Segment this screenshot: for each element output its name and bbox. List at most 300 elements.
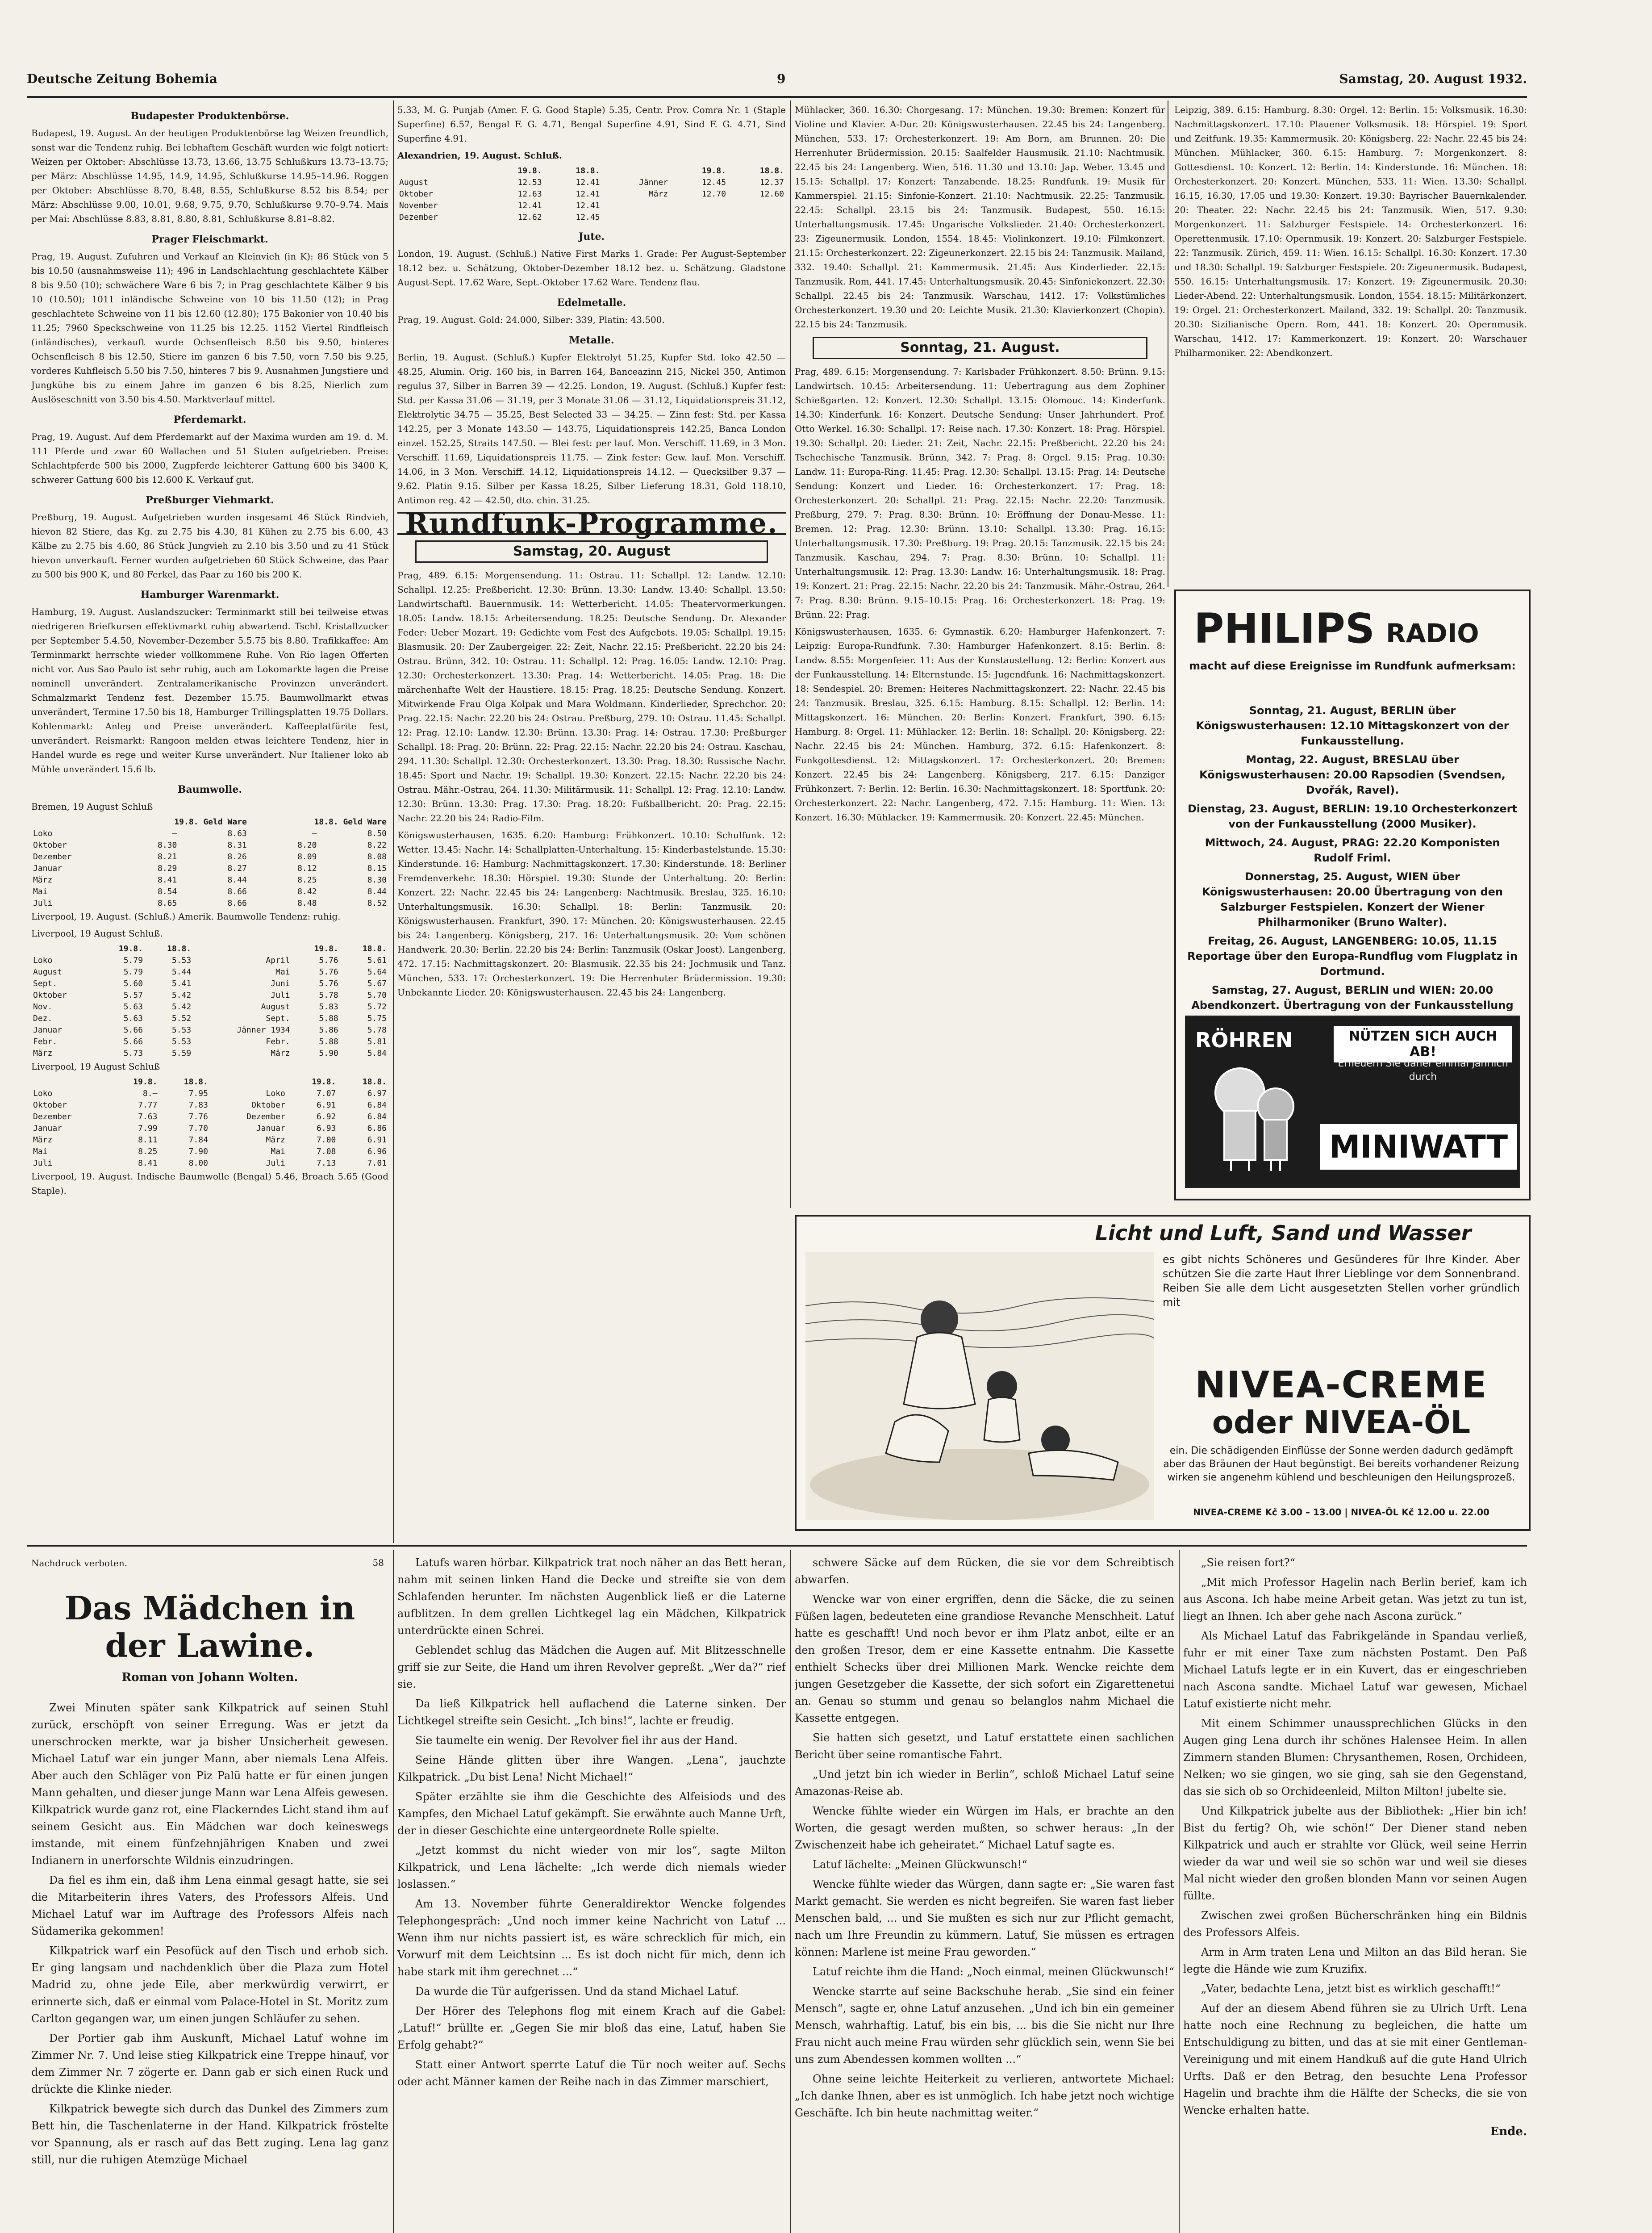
paragraph: „Vater, bedachte Lena, jetzt bist es wirklich geschafft!“ bbox=[1201, 1982, 1501, 1995]
table-cell: 12.41 bbox=[517, 201, 542, 210]
table-row bbox=[397, 188, 786, 200]
liverpool-line: Liverpool, 19. August. (Schluß.) Amerik. Baumwolle Tendenz: ruhig. bbox=[31, 911, 341, 922]
table-cell: 6.84 bbox=[367, 1112, 387, 1121]
table-cell: 12.37 bbox=[759, 178, 784, 187]
table-row bbox=[31, 1146, 388, 1158]
prager-fleischmarkt-heading: Prager Fleischmarkt. bbox=[151, 234, 268, 245]
radio-program-saturday-germany: Königswusterhausen, 1635. 6.20: Hamburg: Frühkonzert. 10.10: Schulfunk. 12: Wetter. 13.45: Nachr. 14: Schallplatten-Unterhaltung. 15: Kinderbastelstunde. 15.30: Kinderstunde. 16: Hamburg: Nachmittagskonzert. 17.30: Kinderstunde. 18: Berliner Fremdenverkehr. 18.30: Hörspiel. 19.30: Stunde der Unterhaltung. 20: Berlin: Konzert. 22: Nachr. 22.45 bis 24: Langenberg: Nachtmusik. Breslau, 325. 16.10: Unterhaltungsmusik. 16.30: Schallpl. 18: Berlin: Tanzmusik. 20: Königswusterhausen. Frankfurt, 390. 17: München. 20: Königswusterhausen. 22.45 bis 24: Langenberg. Königsberg, 217. 16: Unterhaltungsmusik. 20: Vom schönen Handwerk. 20.30: Berlin. 22.20 bis 24: Berlin: Tanzmusik (Oskar Joost). Langenberg, 472. 17.15: Nachmittagskonzert. 20: Blasmusik. 22.35 bis 24: Jochmusik und Tanz. München, 533. 17: Orchesterkonzert. 19: Die Herrenhuter Brüdermission. 19.30: Unbekannte Lieder. 20: Königswusterhausen. 22.45 bis 24: Langenberg. bbox=[397, 830, 786, 998]
table-cell: 8.66 bbox=[227, 887, 247, 896]
table-cell: 5.70 bbox=[367, 991, 387, 1000]
table-cell: 6.86 bbox=[367, 1124, 387, 1133]
radio-program-sunday: Prag, 489. 6.15: Morgensendung. 7: Karlsbader Frühkonzert. 8.50: Brünn. 9.15: Landwirtsch. 10.45: Arbeitersendung. 11: Uebertragung aus dem Zophiner Schießgarten. 12: Konzert. 12.30: Schallpl. 13.15: Olomouc. 14: Kinderfunk. 14.30: Kinderfunk. 16: Konzert. Deutsche Sendung: Unser Jahrhundert. Prof. Otto Werkel. 16.30: Schallpl. 17: Reise nach. 17.30: Konzert. 18: Prag. Hörspiel. 19.30: Schallpl. 20: Lieder. 21: Zeit, Nachr. 22.15: Preßbericht. 22.20 bis 24: Tschechische Tanzmusik. Brünn, 342. 7: Prag. 8: Orgel. 9.15: Prag. 10.30: Landw. 11: Europa-Ring. 11.45: Prag. 12.30: Schallpl. 13.15: Prag. 14: Deutsche Sendung: Konzert und Lieder. 16: Orchesterkonzert. 17: Prag. 18: Orchesterkonzert. 20: Schallpl. 21: Prag. 22.15: Nachr. 22.20: Tanzmusik. Preßburg, 279. 7: Prag. 8.30: Brünn. 10: Eröffnung der Donau-Messe. 11: Bremen. 12: Prag. 12.30: Brünn. 13.10: Schallpl. 13.30: Prag. 16.15: Unterhaltungsmusik. 17.30: Preßburg. 19: Prag. 20.15: Tanzmusik. 22.15 bis 24: Tanzmusik. Kaschau, 294. 7: Prag. 8.30: Brünn. 10: Schallpl. 11: Unterhaltungsmusik. 12: Prag. 13.30: Landw. 16: Unterhaltungsmusik. 18: Prag. 19: Konzert. 21: Prag. 22.15: Nachr. 22.20 bis 24: Tanzmusik. Mähr.-Ostrau, 264. 7: Prag. 8.30: Brünn. 9.15–10.15: Prag. 16: Orchesterkonzert. 18: Prag. 19: Brünn. 22: Prag. bbox=[795, 366, 1165, 620]
table-row bbox=[31, 1134, 388, 1146]
table-header: 18.8. bbox=[576, 166, 600, 176]
table-header bbox=[397, 165, 486, 177]
paragraph: Ohne seine leichte Heiterkeit zu verlieren, antwortete Michael: „Ich danke Ihnen, aber es ist unmöglich. Ich habe jetzt noch wichtige Geschäfte. Ich bin heute nachmittag weiter.“ bbox=[795, 2073, 1174, 2119]
table-row bbox=[31, 1025, 388, 1036]
table-cell: 7.01 bbox=[367, 1158, 387, 1168]
table-cell: 5.76 bbox=[319, 979, 338, 988]
table-cell: Januar bbox=[256, 1124, 285, 1133]
table-cell: Jänner bbox=[639, 178, 668, 187]
table-header bbox=[602, 165, 670, 177]
header-rule bbox=[27, 96, 1527, 98]
table-cell: 5.73 bbox=[123, 1049, 143, 1058]
beach-children-illustration bbox=[805, 1252, 1154, 1520]
table-cell: Dezember bbox=[399, 213, 438, 222]
newspaper-name: Deutsche Zeitung Bohemia bbox=[27, 71, 217, 86]
novel-end-mark: Ende. bbox=[1490, 2125, 1527, 2138]
nivea-body-text: es gibt nichts Schöneres und Gesünderes für Ihre Kinder. Aber schützen Sie die zarte Haut Ihrer Lieblinge vor dem Sonnenbrand. Reiben Sie alle dem Licht ausgesetzten Stellen vorher gründlich mit bbox=[1163, 1253, 1520, 1309]
market-column-2 bbox=[397, 103, 786, 1541]
radio-column-4 bbox=[1174, 103, 1527, 581]
roehren-label: RÖHREN bbox=[1195, 1028, 1293, 1052]
liverpool-table-2 bbox=[31, 1076, 388, 1169]
table-cell: 8.63 bbox=[227, 829, 247, 838]
paragraph: Am 13. November führte Generaldirektor Wencke folgendes Telephongespräch: „Und noch immer keine Nachricht von Latuf ... Wenn ihm nur nichts passiert ist, es wäre schrecklich für mich, ein Vorwurf mit dem Leichtsinn ... Es ist doch nicht für mich, denn ich habe stark mit ihm gerechnet ...“ bbox=[397, 1898, 786, 1978]
table-cell: 8.50 bbox=[367, 829, 387, 838]
table-cell: 5.53 bbox=[171, 1025, 192, 1035]
miniwatt-logo: MINIWATT bbox=[1320, 1124, 1517, 1170]
table-cell: 6.92 bbox=[317, 1112, 336, 1121]
table-header: 19.8. bbox=[133, 1077, 158, 1087]
paragraph: „Und jetzt bin ich wieder in Berlin“, schloß Michael Latuf seine Amazonas-Reise ab. bbox=[795, 1768, 1174, 1798]
table-cell: Oktober bbox=[33, 991, 67, 1000]
metalle-heading: Metalle. bbox=[569, 335, 614, 346]
table-row bbox=[31, 828, 388, 840]
table-cell: Juli bbox=[271, 991, 290, 1000]
table-cell: Mai bbox=[33, 1147, 48, 1156]
table-cell: März bbox=[648, 189, 668, 199]
table-cell: März bbox=[266, 1135, 285, 1145]
paragraph: Da fiel es ihm ein, daß ihm Lena einmal gesagt hatte, sie sei die Mitarbeiterin ihres Vaters, des Professors Alfeis. Und Michael Latuf war im Auftrage des Professors Alfeis nach Südamerika gekommen! bbox=[31, 1874, 388, 1937]
table-cell: 12.41 bbox=[576, 178, 600, 187]
table-cell: August bbox=[261, 1002, 290, 1012]
table-row bbox=[31, 978, 388, 990]
table-row bbox=[31, 1100, 388, 1111]
list-item: Sonntag, 21. August, BERLIN über Königswusterhausen: 12.10 Mittagskonzert von der Funkausstellung. bbox=[1196, 704, 1509, 747]
jute-report: London, 19. August. (Schluß.) Native First Marks 1. Grade: Per August-September 18.12 bez. u. Schätzung, Oktober-Dezember 18.12 bez. u. Schätzung. Gladstone August-Sept. 17.62 Ware, Sept.-Oktober 17.62 Ware. Tendenz flau. bbox=[397, 248, 786, 288]
table-row bbox=[31, 851, 388, 863]
table-cell: 5.72 bbox=[367, 1002, 387, 1012]
bremen-table bbox=[31, 816, 388, 909]
paragraph: Wencke war von einer ergriffen, denn die Säcke, die zu seinen Füßen lagen, bedeuteten eine grandiose Revanche Menschheit. Latuf hatte es geschafft! Und noch bevor er ihm Platz anbot, eilte er an den großen Tresor, dem er eine Kassette entnahm. Die Kassette enthielt Schecks über drei Millionen Mark. Wencke reichte dem jungen Gesetzgeber die Kassette, der sich sofort ein Zigarettenetui an. Genau so stumm und genau so belanglos nahm Michael die Kassette entgegen. bbox=[795, 1593, 1174, 1724]
list-item: Donnerstag, 25. August, WIEN über Königswusterhausen: 20.00 Übertragung von den Salzburger Festspielen. Konzert der Wiener Philharmoniker (Bruno Walter). bbox=[1201, 870, 1503, 928]
list-item: Freitag, 26. August, LANGENBERG: 10.05, 11.15 Reportage über den Europa-Rundflug vom Flugplatz in Dortmund. bbox=[1187, 935, 1518, 978]
paragraph: Sie hatten sich gesetzt, und Latuf erstattete einen sachlichen Bericht über seine romantische Fahrt. bbox=[795, 1731, 1174, 1761]
table-row bbox=[31, 955, 388, 966]
paragraph: Zwischen zwei großen Bücherschränken hing ein Bildnis des Professors Alfeis. bbox=[1183, 1909, 1527, 1939]
table-cell: 12.62 bbox=[517, 213, 542, 222]
hamburg-report: Hamburg, 19. August. Auslandszucker: Terminmarkt still bei teilweise etwas niedrigeren Briefkursen effektivmarkt ruhig abwartend. Tschl. Kristallzucker per September 5.4.50, November-Dezember 5.5.75 bis 8.80. Trafikkaffee: Am Terminmarkt herrschte wieder vollkommene Ruhe. Von Rio lagen Offerten nicht vor. Aus Sao Paulo ist sehr ruhig, auch am Lokomarkte lagen die Preise nominell unverändert. Zentralamerikanische Provinzen unverändert. Schmalzmarkt Tendenz fest. Dezember 15.75. Baumwollmarkt etwas unverändert, Termine 17.50 bis 18, Hamburger Trillingsplatten 19.75 Dollars. Kohlenmarkt: Anleg und Preise unverändert. Kaffeeplatfürite fest, unverändert. Reismarkt: Rangoon melden etwas leichtere Tendenz, hier in Handel wurde es rege und weiter Kurse unverändert. Nur Italiener loko ab Mühle unverändert 15.6 lb. bbox=[31, 606, 388, 774]
table-cell: Jänner 1934 bbox=[237, 1025, 290, 1035]
table-header: 19.8. Geld Ware bbox=[174, 817, 247, 827]
table-row bbox=[31, 1111, 388, 1123]
table-cell: 8.66 bbox=[227, 899, 247, 908]
table-cell: 5.63 bbox=[123, 1014, 143, 1023]
paragraph: Seine Hände glitten über ihre Wangen. „Lena“, jauchzte Kilkpatrick. „Du bist Lena! Nicht Michael!“ bbox=[397, 1754, 786, 1783]
table-cell: 6.96 bbox=[367, 1147, 387, 1156]
running-header bbox=[27, 67, 1527, 94]
paragraph: Statt einer Antwort sperrte Latuf die Tür noch weiter auf. Sechs oder acht Männer kamen der Reihe nach in das Zimmer marschiert, bbox=[397, 2058, 786, 2088]
paragraph: Da ließ Kilkpatrick hell auflachend die Laterne sinken. Der Lichtkegel streifte sein Gesicht. „Ich bins!“, lachte er freudig. bbox=[397, 1698, 786, 1727]
table-cell: 8.54 bbox=[158, 887, 177, 896]
punjab-line: 5.33, M. G. Punjab (Amer. F. G. Good Staple) 5.35, Centr. Prov. Comra Nr. 1 (Staple Superfine) 6.57, Bengal F. G. 4.71, Bengal Superfine 4.91, Sind F. G. 4.71, Sind Superfine 4.91. bbox=[397, 105, 786, 144]
pressburg-report: Preßburg, 19. August. Aufgetrieben wurden insgesamt 46 Stück Rindvieh, hievon 82 Stiere, das Kg. zu 2.75 bis 4.30, 81 Kühen zu 2.75 bis 6.00, 43 Kälbe zu 2.75 bis 4.60, 86 Stück Jungvieh zu 2.10 bis 3.50 und zu 41 Stück hievon unverkauft. Ferner wurden aufgetrieben 60 Stück Schweine, das Paar zu 500 bis 900 K, und 80 Ferkel, das Paar zu 160 bis 200 K. bbox=[31, 512, 388, 580]
table-cell: 6.91 bbox=[367, 1135, 387, 1145]
nivea-price-line: NIVEA-CREME Kč 3.00 – 13.00 | NIVEA-ÖL Kč 12.00 u. 22.00 bbox=[1193, 1507, 1489, 1518]
table-cell: 8.20 bbox=[297, 841, 317, 850]
nivea-headline: Licht und Luft, Sand und Wasser bbox=[1095, 1221, 1472, 1245]
table-cell: Loko bbox=[266, 1089, 285, 1098]
table-cell: 5.78 bbox=[367, 1025, 387, 1035]
reprint-notice: Nachdruck verboten. bbox=[31, 1558, 128, 1568]
table-cell: März bbox=[33, 1049, 53, 1058]
table-cell: Oktober bbox=[33, 1100, 67, 1110]
table-cell: Dezember bbox=[33, 852, 72, 861]
table-cell: Dez. bbox=[33, 1014, 53, 1023]
liverpool-line-2: Liverpool, 19 August Schluß. bbox=[31, 928, 163, 939]
table-header bbox=[193, 943, 292, 955]
novel-author: Roman von Johann Wolten. bbox=[121, 1671, 298, 1684]
radio-program-saturday-europe: Mühlacker, 360. 16.30: Chorgesang. 17: München. 19.30: Bremen: Konzert für Violine und Klavier. A-Dur. 20: Königswusterhausen. 22.45 bis 24: Langenberg. München, 533. 17: Orchesterkonzert. 19: Am Born, am Brunnen. 20: Die Herrenhuter Brüdermission. 20.15: Saalfelder Hausmusik. 21.10: Nachtmusik. 22.45 bis 24: Langenberg. Wien, 516. 11.30 und 13.10: Jap. Weber. 13.45 und 15.15: Schallpl. 17: Konzert: Tanzabende. 18.25: Rundfunk. 19: Musik für Kammerspiel. 21.15: Sinfonie-Konzert. 21.10: Nachtmusik. 22.25: Tanzmusik. 22.45: Schallpl. 23.15 bis 24: Tanzmusik. Budapest, 550. 16.15: Unterhaltungsmusik. 17.45: Ungarische Volkslieder. 21.40: Orchesterkonzert. 23: Zigeunermusik. London, 1554. 18.45: Violinkonzert. 19.10: Filmkonzert. 21.15: Orchesterkonzert. 22: Zigeunerkonzert. 22.15 bis 24: Tanzmusik. Mailand, 332. 19.40: Schallpl. 21: Kammermusik. 21.45: Aus Kinderlieder. 22.15: Tanzmusik. Rom, 441. 17.45: Unterhaltungsmusik. 20.45: Sinfoniekonzert. 22.30: Schallpl. 22.45 bis 24: Tanzmusik. Warschau, 1412. 17: Volkstümliches Orchesterkonzert. 19.30 und 20: Leichte Musik. 21.30: Klavierkonzert (Chopin). 22.15 bis 24: Tanzmusik. bbox=[795, 105, 1165, 330]
table-cell: 7.84 bbox=[188, 1135, 208, 1145]
table-cell: 12.41 bbox=[576, 189, 600, 199]
table-header: 18.8. bbox=[362, 944, 387, 953]
table-cell: 5.67 bbox=[367, 979, 387, 988]
table-cell: 5.76 bbox=[319, 956, 338, 965]
prager-fleischmarkt-report: Prag, 19. August. Zufuhren und Verkauf an Kleinvieh (in K): 86 Stück von 5 bis 10.50 (ausnahmsweise 11); 496 in Landschlachtung geschlachtete Kälber 8 bis 9.50 (10); schwächere Ware 6 bis 7; in Prag geschlachtete Kälber 9 bis 10 (10.50); 1011 inländische Schweine von 10 bis 11.50 (12); in Prag geschlachtete Schweine von 11 bis 12.60 (12.80); 175 Bakonier von 10.40 bis 11.25; 7960 Speckschweine von 11.25 bis 12.25. 1152 Viertel Rindfleisch (inländisches), verkauft wurde Ochsenfleisch 8.50 bis 9.50, hinteres Ochsenfleisch 8 bis 12.50, Stiere im ganzen 6 bis 7.50, vorn 7.50 bis 9.25, vorderes Kuhfleisch 5.50 bis 7.50, hinteres 7 bis 9. Ausnahmen Jungstiere und Jungkühe bis zu einem Jahre im ganzen 6 bis 8.25, Nierlich zum Auslöseschnitt von 3.50 bis 4.50. Marktverlauf mittel. bbox=[31, 251, 388, 405]
pferdemarkt-heading: Pferdemarkt. bbox=[173, 414, 246, 426]
table-cell: 5.88 bbox=[319, 1014, 338, 1023]
table-header: 19.8. bbox=[517, 166, 542, 176]
table-cell: 7.63 bbox=[138, 1112, 158, 1121]
table-cell: 8.— bbox=[142, 1089, 158, 1098]
column-rule bbox=[790, 100, 791, 1208]
table-cell: Oktober bbox=[251, 1100, 285, 1110]
table-header: 18.8. bbox=[167, 944, 192, 953]
paragraph: Zwei Minuten später sank Kilkpatrick auf seinen Stuhl zurück, erschöpft von seiner Erregung. Was er jetzt da unerschrocken merkte, war ja bisher Unsicherheit gewesen. Michael Latuf war ein junger Mann, aber niemals Lena Alfeis. Aber auch den Schläger von Piz Palü hatte er für einen jungen Mann gehalten, und dieser junge Mann war Lena Alfeis gewesen. Kilkpatrick wurde ganz rot, eine Flackerndes Licht stand ihm auf seinem Gesicht aus. Ein Mädchen war doch keineswegs imstande, mit einem fünfzehnjährigen Knaben und zwei Indianern in unerforschte Wildnis einzudringen. bbox=[31, 1702, 388, 1867]
baumwolle-heading: Baumwolle. bbox=[177, 784, 242, 795]
table-cell: Juli bbox=[33, 1158, 53, 1168]
alexandrien-table bbox=[397, 165, 786, 223]
table-cell: 12.63 bbox=[517, 189, 542, 199]
nivea-oel-label: oder NIVEA-ÖL bbox=[1212, 1404, 1471, 1441]
table-header: 19.8. bbox=[314, 944, 338, 953]
table-cell: 5.66 bbox=[123, 1025, 143, 1035]
paragraph: Später erzählte sie ihm die Geschichte des Alfeisiods und des Kampfes, den Michael Latuf gekämpft. Sie erwähnte auch Manne Urft, der in dieser Geschichte eine untergeordnete Rolle spielte. bbox=[397, 1790, 786, 1837]
column-rule bbox=[393, 100, 394, 1543]
table-cell: Nov. bbox=[33, 1002, 53, 1012]
table-cell: 8.15 bbox=[367, 864, 387, 873]
table-cell: Loko bbox=[33, 956, 53, 965]
novel-column-4 bbox=[1183, 1554, 1527, 2233]
table-row bbox=[397, 212, 786, 223]
novel-column-2 bbox=[397, 1554, 786, 2233]
table-cell: August bbox=[399, 178, 429, 187]
radio-tube-icon bbox=[1204, 1066, 1302, 1173]
philips-events-list bbox=[1185, 703, 1520, 1032]
table-row bbox=[31, 1036, 388, 1048]
radio-program-sunday-europe: Leipzig, 389. 6.15: Hamburg. 8.30: Orgel. 12: Berlin. 15: Volksmusik. 16.30: Nachmittagskonzert. 17.10: Plauener Volksmusik. 18: Hörspiel. 19: Sport und Zeitfunk. 19.35: Kammermusik. 20: Königsberg. 22: Nachr. 22.45 bis 24: München. Mühlacker, 360. 6.15: Hamburg. 7: Morgenkonzert. 8: Gottesdienst. 10: Konzert. 12: Berlin. 14: Kinderstunde. 16: München. 18: Orchesterkonzert. 20: Konzert. München, 533. 11: Wien. 13.30: Schallpl. 16.15, 16.30, 17.05 und 19.30: Konzert. 19.30: Bayrischer Bauernkalender. 20: Theater. 22: Nachr. 22.45 bis 24: Tanzmusik. Wien, 517. 9.30: Morgenkonzert. 11: Salzburger Festspiele. 14: Orchesterkonzert. 16: Operettenmusik. 17.10: Opernmusik. 19: Konzert. 20: Salzburger Festspiele. 22: Tanzmusik. Zürich, 459. 11: Wien. 16.15: Schallpl. 16.30: Konzert. 17.30 und 18.30: Schallpl. 19: Salzburger Festspiele. 20: Zigeunermusik. Budapest, 550. 16.15: Unterhaltungsmusik. 17: Konzert. 19: Zigeunermusik. 20.30: Lieder-Abend. 22: Unterhaltungsmusik. London, 1554. 18.15: Militärkonzert. 19: Orgel. 21: Orchesterkonzert. Mailand, 332. 19: Schallpl. 20: Tanzmusik. 20.30: Sizilianische Opern. Rom, 441. 18: Konzert. 20: Opernmusik. Warschau, 1412. 17: Kammerkonzert. 19: Konzert. 20: Warschauer Philharmoniker. 22: Abendkonzert. bbox=[1174, 105, 1527, 358]
table-cell: 7.07 bbox=[317, 1089, 336, 1098]
nivea-creme-label: NIVEA-CREME bbox=[1195, 1364, 1488, 1406]
table-cell: 7.95 bbox=[188, 1089, 208, 1098]
table-cell bbox=[728, 212, 786, 223]
table-cell: 5.66 bbox=[123, 1037, 143, 1046]
table-cell: — bbox=[172, 829, 177, 838]
table-row bbox=[31, 1013, 388, 1025]
table-cell: 5.42 bbox=[171, 991, 192, 1000]
table-cell: 5.53 bbox=[171, 1037, 192, 1046]
table-cell: 6.97 bbox=[367, 1089, 387, 1098]
table-cell: Januar bbox=[33, 1124, 63, 1133]
table-cell: 12.45 bbox=[576, 213, 600, 222]
table-cell: 8.52 bbox=[367, 899, 387, 908]
table-cell: 8.41 bbox=[158, 875, 177, 885]
issue-date: Samstag, 20. August 1932. bbox=[1339, 71, 1527, 86]
paragraph: Der Portier gab ihm Auskunft, Michael Latuf wohne im Zimmer Nr. 7. Und leise stieg Kilkpatrick eine Treppe hinauf, vor dem Zimmer Nr. 7 zögerte er. Dann gab er sich einen Ruck und drückte die Klinke nieder. bbox=[31, 2032, 388, 2095]
radio-column-3 bbox=[795, 103, 1165, 1206]
table-cell: Oktober bbox=[33, 841, 67, 850]
table-cell: 5.57 bbox=[123, 991, 143, 1000]
novel-column-3 bbox=[795, 1554, 1174, 2233]
table-cell: November bbox=[399, 201, 438, 210]
table-cell: 7.90 bbox=[188, 1147, 208, 1156]
table-row bbox=[31, 1123, 388, 1134]
paragraph: Und Kilkpatrick jubelte aus der Bibliothek: „Hier bin ich! Bist du fertig? Oh, wie schön!“ Der Diener stand neben Kilkpatrick und auch er strahlte vor Glück, weil seine Herrin wieder da war und weil sie so schön war und weil sie dieses Mal nicht wieder den großen blonden Mann vor seinen Augen füllte. bbox=[1183, 1805, 1527, 1902]
pferdemarkt-report: Prag, 19. August. Auf dem Pferdemarkt auf der Maxima wurden am 19. d. M. 111 Pferde und zwar 60 Wallachen und 51 Stuten aufgetrieben. Preise: Schlachtpferde 500 bis 2000, Zugpferde leichterer Gattung 600 bis 3400 K, schwerer Gattung 600 bis 12.600 K. Verkauf gut. bbox=[31, 431, 388, 485]
radio-program-saturday: Prag, 489. 6.15: Morgensendung. 11: Ostrau. 11: Schallpl. 12: Landw. 12.10: Schallpl. 12.25: Preßbericht. 12.30: Brünn. 13.30: Landw. 13.40: Schallpl. 13.50: Landwirtschaftl. Bauernmusik. 14: Wetterbericht. 14.05: Theatervormerkungen. 18.05: Landw. 18.15: Arbeitersendung. 18.25: Deutsche Sendung. Dr. Alexander Feder: Ueber Mozart. 19: Gedichte vom Fest des Aufgebots. 19.05: Schallpl. 19.15: Blasmusik. 20: Der Zaubergeiger. 22: Zeit, Nachr. 22.15: Preßbericht. 22.20 bis 24: Ostrau. Brünn, 342. 10: Ostrau. 11: Schallpl. 12: Prag. 16.05: Landw. 12.10: Prag. 12.30: Orchesterkonzert. 13.30: Prag. 14: Wetterbericht. 14.05: Prag. 18: Die märchenhafte Welt der Haustiere. 18.15: Prag. 18.25: Deutsche Sendung. Konzert. Mitwirkende Frau Olga Kolpak und Mara Woldmann. Kinderlieder, Sprechchor. 20: Prag. 22.15: Nachr. 22.20 bis 24: Ostrau. Preßburg, 279. 10: Ostrau. 11.45: Schallpl. 12: Prag. 12.10: Landw. 12.30: Brünn. 13.30: Prag. 14: Ostrau. 17.30: Preßburger Schallpl. 18: Prag. 20: Brünn. 22: Prag. 22.15: Nachr. 22.20 bis 24: Ostrau. Kaschau, 294. 11.30: Schallpl. 12.30: Orchesterkonzert. 13.30: Prag. 18.30: Russische Nachr. 18.45: Sport und Nachr. 19: Schallpl. 19.30: Konzert. 22.15: Nachr. 22.20 bis 24: Ostrau. Mähr.-Ostrau, 264. 11.30: Militärmusik. 11: Schallpl. 12: Prag. 12.10: Landw. 12.30: Brünn. 13.30: Prag. 17.30: Prag. 18.20: Fußballbericht. 20: Prag. 22.15: Nachr. 22.20 bis 24: Radio-Film. bbox=[397, 570, 786, 824]
table-row bbox=[31, 898, 388, 909]
column-rule bbox=[1179, 1550, 1180, 2233]
metalle-report: Berlin, 19. August. (Schluß.) Kupfer Elektrolyt 51.25, Kupfer Std. loko 42.50 — 48.25, Alumin. Orig. 160 bis, in Barren 164, Banceazinn 215, Nickel 350, Antimon regulus 37, Silber in Barren 39 — 42.25. London, 19. August. (Schluß.) Kupfer fest: Std. per Kassa 31.06 — 31.19, per 3 Monate 31.06 — 31.12, Liquidationspreis 31.12, Elektrolytic 34.75 — 35.25, Best Selected 33 — 34.25. — Zinn fest: Std. per Kassa 142.25, per 3 Monate 143.50 — 143.75, Liquidationspreis 142.25, Banca London einzel. 152.25, Straits 147.50. — Blei fest: per lauf. Mon. Verschiff. 11.69, in 3 Mon. Verschiff. 11.69, Liquidationspreis 11.75. — Zink fester: Gew. lauf. Mon. Verschiff. 14.06, in 3 Mon. Verschiff. 14.12, Liquidationspreis 14.12. — Quecksilber 9.37 — 9.62. Platin 9.15. Silber per Kassa 18.25, Silber Lieferung 18.31, Gold 118.10, Antimon reg. 42 — 42.50, dto. chin. 31.25. bbox=[397, 352, 786, 506]
table-cell: 5.42 bbox=[171, 1002, 192, 1012]
table-cell: 8.00 bbox=[188, 1158, 208, 1168]
table-cell: Dezember bbox=[33, 1112, 72, 1121]
table-row bbox=[397, 200, 786, 212]
table-row bbox=[31, 1158, 388, 1169]
table-header bbox=[210, 1076, 287, 1088]
table-header bbox=[31, 816, 109, 828]
table-cell: 5.75 bbox=[367, 1014, 387, 1023]
bremen-line: Bremen, 19 August Schluß bbox=[31, 801, 153, 812]
table-cell: April bbox=[266, 956, 290, 965]
budapest-report: Budapest, 19. August. An der heutigen Produktenbörse lag Weizen freundlich, sonst war die Tendenz ruhig. Bei lebhaftem Geschäft wurden wie folgt notiert: Weizen per Oktober: Abschlüsse 13.73, 13.66, 13.75 Schlußkurs 13.73–13.75; per März: Abschlüsse 14.95, 14.9, 14.95, Schlußkurse 14.95–14.96. Roggen per Oktober: Abschlüsse 8.70, 8.48, 8.55, Schlußkurse 8.52 bis 8.54; per März: Abschlüsse 9.00, 10.01, 9.68, 9.75, 9.70, Schlußkurse 9.70–9.74. Mais per Mai: Abschlüsse 8.83, 8.81, 8.80, 8.81, Schlußkurse 8.81–8.82. bbox=[31, 128, 388, 224]
table-cell: 7.83 bbox=[188, 1100, 208, 1110]
liverpool-line-3: Liverpool, 19 August Schluß bbox=[31, 1061, 160, 1072]
list-item: Samstag, 27. August, BERLIN und WIEN: 20.00 Abendkonzert. Übertragung von der Funkausstellung bbox=[1191, 984, 1514, 1012]
table-cell: Mai bbox=[275, 967, 290, 977]
table-header: 18.8. bbox=[759, 166, 784, 176]
jute-heading: Jute. bbox=[578, 231, 605, 243]
table-cell: 5.81 bbox=[367, 1037, 387, 1046]
paragraph: Da wurde die Tür aufgerissen. Und da stand Michael Latuf. bbox=[415, 1985, 739, 1998]
liverpool-table bbox=[31, 943, 388, 1059]
table-cell: 7.13 bbox=[317, 1158, 336, 1168]
table-header: 18.8. bbox=[184, 1077, 208, 1087]
table-cell: 5.84 bbox=[367, 1049, 387, 1058]
table-cell: 5.60 bbox=[123, 979, 143, 988]
day-label-sonntag: Sonntag, 21. August. bbox=[813, 337, 1147, 359]
table-cell: 8.44 bbox=[227, 875, 247, 885]
paragraph: Sie taumelte ein wenig. Der Revolver fiel ihr aus der Hand. bbox=[415, 1734, 738, 1747]
table-cell: März bbox=[271, 1049, 290, 1058]
table-cell: Loko bbox=[33, 829, 53, 838]
table-row bbox=[31, 966, 388, 978]
table-cell: 5.86 bbox=[319, 1025, 338, 1035]
paragraph: Latuf reichte ihm die Hand: „Noch einmal, meinen Glückwunsch!“ bbox=[813, 1965, 1174, 1978]
nutzen-label: NÜTZEN SICH AUCH AB! bbox=[1334, 1026, 1512, 1062]
paragraph: „Mit mich Professor Hagelin nach Berlin berief, kam ich aus Ascona. Ich habe meine Arbeit getan. Was jetzt zu tun ist, liegt an Ihnen. Ich aber gehe nach Ascona zurück.“ bbox=[1183, 1576, 1527, 1622]
table-cell: Oktober bbox=[399, 189, 433, 199]
paragraph: Geblendet schlug das Mädchen die Augen auf. Mit Blitzesschnelle griff sie zur Seite, die Hand um ihren Revolver gepreßt. „Wer da?“ rief sie. bbox=[397, 1644, 786, 1690]
paragraph: Auf der an diesem Abend führen sie zu Ulrich Urft. Lena hatte noch eine Rechnung zu begleichen, die hatte um Entschuldigung zu bitten, und das at sie mit einer Gentleman-Vereinigung und mit einem Handkuß auf die gute Hand Ulrich Urfts. Daß er den Betrag, den besuchte Lena Professor Hagelin und brachte ihm die Hälfte der Schecks, die sie von Wencke erhalten hatte. bbox=[1183, 2002, 1527, 2116]
philips-logo: PHILIPS bbox=[1194, 605, 1375, 652]
paragraph: Wencke fühlte wieder das Würgen, dann sagte er: „Sie waren fast Markt gemacht. Sie werden es nicht begreifen. Sie waren fast lieber Menschen bald, ... und Sie mußten es sich nur zur Pflicht gemacht, nach um Ihre Freundin zu kümmern. Latuf, Sie müssen es ertragen können: Marlene ist meine Frau geworden.“ bbox=[795, 1878, 1174, 1958]
table-cell: 12.53 bbox=[517, 178, 542, 187]
table-row bbox=[31, 1088, 388, 1100]
table-cell: 7.00 bbox=[317, 1135, 336, 1145]
table-cell: 5.79 bbox=[123, 967, 143, 977]
table-row bbox=[31, 990, 388, 1001]
pressburg-heading: Preßburger Viehmarkt. bbox=[146, 494, 274, 506]
nivea-ad bbox=[795, 1215, 1531, 1531]
table-cell: — bbox=[312, 829, 317, 838]
table-cell bbox=[670, 212, 728, 223]
list-item: Mittwoch, 24. August, PRAG: 22.20 Komponisten Rudolf Friml. bbox=[1205, 836, 1500, 864]
table-cell: Juli bbox=[266, 1158, 285, 1168]
budapest-heading: Budapester Produktenbörse. bbox=[130, 110, 289, 122]
paragraph: Wencke fühlte wieder ein Würgen im Hals, er brachte an den Worten, die gesagt werden mußten, so schwer heraus: „In der Zwischenzeit habe ich geheiratet.“ Michael Latuf sagte es. bbox=[795, 1805, 1174, 1851]
table-cell: 8.26 bbox=[227, 852, 247, 861]
table-cell: 8.30 bbox=[158, 841, 177, 850]
miniwatt-panel bbox=[1185, 1016, 1520, 1188]
section-rule bbox=[27, 1545, 1527, 1547]
table-cell: 6.91 bbox=[317, 1100, 336, 1110]
table-cell: 8.30 bbox=[367, 875, 387, 885]
erneuern-label: Erneuern Sie daher einmal jährlich durch bbox=[1338, 1058, 1508, 1083]
page-number: 9 bbox=[777, 71, 786, 86]
table-cell: Febr. bbox=[33, 1037, 58, 1046]
table-cell: 8.25 bbox=[138, 1147, 158, 1156]
table-cell: 5.78 bbox=[319, 991, 338, 1000]
table-cell bbox=[602, 212, 670, 223]
table-cell: 8.27 bbox=[227, 864, 247, 873]
column-rule bbox=[393, 1550, 394, 2233]
table-cell: August bbox=[33, 967, 63, 977]
table-cell: 8.48 bbox=[297, 899, 317, 908]
table-cell bbox=[728, 200, 786, 212]
paragraph: Der Hörer des Telephons flog mit einem Krach auf die Gabel: „Latuf!“ brüllte er. „Gegen Sie mir bloß das eine, Latuf, haben Sie Erfolg gehabt?“ bbox=[397, 2005, 786, 2051]
table-cell: 6.93 bbox=[317, 1124, 336, 1133]
table-row bbox=[397, 177, 786, 188]
table-header bbox=[31, 943, 96, 955]
table-cell: 5.90 bbox=[319, 1049, 338, 1058]
table-cell: 8.41 bbox=[138, 1158, 158, 1168]
table-cell: 12.70 bbox=[701, 189, 726, 199]
list-item: Montag, 22. August, BRESLAU über Königswusterhausen: 20.00 Rapsodien (Svendsen, Dvořák, Ravel). bbox=[1199, 753, 1506, 796]
table-cell: 8.31 bbox=[227, 841, 247, 850]
table-cell: Febr. bbox=[266, 1037, 290, 1046]
table-cell: 7.77 bbox=[138, 1100, 158, 1110]
paragraph: Wencke starrte auf seine Backschuhe herab. „Sie sind ein feiner Mensch“, sagte er, ohne Latuf anzusehen. „Und ich bin ein gemeiner Mensch, wahrhaftig. Latuf, bis ein bis, ... bis die Sie nicht nur Ihre Frau nicht auch meine Frau würden sehr glücklich sein, wenn Sie bei uns zum Abendessen kommen wollten ...“ bbox=[795, 1985, 1174, 2066]
table-cell: Loko bbox=[33, 1089, 53, 1098]
market-column-1 bbox=[31, 103, 388, 1541]
table-cell: 12.45 bbox=[701, 178, 726, 187]
table-cell: 5.41 bbox=[171, 979, 192, 988]
hamburg-heading: Hamburger Warenmarkt. bbox=[140, 589, 280, 601]
table-cell: Mai bbox=[271, 1147, 285, 1156]
table-cell: 5.64 bbox=[367, 967, 387, 977]
table-row bbox=[31, 840, 388, 851]
table-cell: März bbox=[33, 1135, 53, 1145]
table-cell: 5.44 bbox=[171, 967, 192, 977]
table-header: 18.8. bbox=[362, 1077, 387, 1087]
table-cell: 7.76 bbox=[188, 1112, 208, 1121]
table-cell: März bbox=[33, 875, 53, 885]
table-cell bbox=[670, 200, 728, 212]
table-cell: 12.60 bbox=[759, 189, 784, 199]
column-rule bbox=[790, 1550, 791, 2233]
table-cell: 5.79 bbox=[123, 956, 143, 965]
table-cell: 8.29 bbox=[158, 864, 177, 873]
table-cell: 8.44 bbox=[367, 887, 387, 896]
paragraph: „Jetzt kommst du nicht wieder von mir los“, sagte Milton Kilkpatrick, und Lena lächelte: „Ich werde dich niemals wieder loslassen.“ bbox=[397, 1844, 786, 1890]
radio-program-sunday-germany: Königswusterhausen, 1635. 6: Gymnastik. 6.20: Hamburger Hafenkonzert. 7: Leipzig: Europa-Rundfunk. 7.30: Hamburger Hafenkonzert. 8.15: Berlin. 8: Landw. 8.55: Morgenfeier. 11: Aus der Kunstaustellung. 12: Berlin: Konzert aus der Funkausstellung. 14: Elternstunde. 15: Jugendfunk. 16: Nachmittagskonzert. 18: Sendespiel. 20: Bremen: Heiteres Nachmittagskonzert. 22: Nachr. 22.45 bis 24: Tanzmusik. Breslau, 325. 6.15: Hamburg. 8.15: Schallpl. 12: Berlin. 14: Mittagskonzert. 16: München. 20: Berlin: Konzert. Frankfurt, 390. 6.15: Hamburg. 8: Orgel. 11: Mühlacker. 12: Berlin. 18: Schallpl. 20: Königsberg. 22: Nachr. 22.45 bis 24: München. Hamburg, 372. 6.15: Hafenkonzert. 8: Funkgottesdienst. 12: Mittagskonzert. 17: Orchesterkonzert. 20: Bremen: Konzert. 22.45 bis 24: Langenberg. Königsberg, 217. 6.15: Danziger Frühkonzert. 7: Berlin. 12: Berlin. 16.30: Nachmittagskonzert. 18: Sportfunk. 20: Orchesterkonzert. 22: Nachr. Langenberg, 472. 7.15: Hamburg. 11: Wien. 13: Konzert. 16.30: Mühlacker. 19: Kammermusik. 20: Konzert. 22.45: München. bbox=[795, 626, 1165, 823]
novel-title: Das Mädchen in der Lawine. bbox=[64, 1589, 355, 1664]
table-cell: 5.83 bbox=[319, 1002, 338, 1012]
paragraph: Kilkpatrick warf ein Pesofück auf den Tisch und erhob sich. Er ging langsam und nachdenklich über die Plaza zum Hotel Madrid zu, ohne jede Eile, aber merkwürdig verwirrt, er erinnerte sich, daß er einmal vom Palace-Hotel in St. Moritz zum Carlton gegangen war, um einen jungen Schläufer zu sehen. bbox=[31, 1944, 388, 2025]
nivea-small-print: ein. Die schädigenden Einflüsse der Sonne werden dadurch gedämpft aber das Bräunen der Haut begünstigt. Bei bereits vorhandener Reizung wirken sie angenehm kühlend und beschleunigen den Heilungsprozeß. bbox=[1163, 1445, 1519, 1483]
paragraph: Arm in Arm traten Lena und Milton an das Bild heran. Sie legte die Hände wie zum Kruzifix. bbox=[1183, 1946, 1527, 1975]
table-cell: 6.84 bbox=[367, 1100, 387, 1110]
table-header: 19.8. bbox=[118, 944, 143, 953]
alexandrien-line: Alexandrien, 19. August. Schluß. bbox=[397, 150, 562, 161]
novel-column-1 bbox=[31, 1554, 388, 2233]
table-cell: 8.42 bbox=[297, 887, 317, 896]
edelmetalle-report: Prag, 19. August. Gold: 24.000, Silber: 339, Platin: 43.500. bbox=[397, 314, 665, 325]
table-cell: 5.52 bbox=[171, 1014, 192, 1023]
table-cell: Sept. bbox=[266, 1014, 290, 1023]
rundfunk-programme-title: Rundfunk-Programme. bbox=[397, 512, 786, 535]
philips-radio-ad bbox=[1174, 590, 1531, 1200]
table-cell: 8.09 bbox=[297, 852, 317, 861]
philips-intro: macht auf diese Ereignisse im Rundfunk aufmerksam: bbox=[1189, 660, 1516, 672]
table-cell: 12.41 bbox=[576, 201, 600, 210]
table-cell: 5.59 bbox=[171, 1049, 192, 1058]
table-cell: 7.70 bbox=[188, 1124, 208, 1133]
table-cell: 8.65 bbox=[158, 899, 177, 908]
day-label-samstag: Samstag, 20. August bbox=[415, 540, 768, 563]
table-row bbox=[31, 874, 388, 886]
table-cell: 7.08 bbox=[317, 1147, 336, 1156]
paragraph: „Sie reisen fort?“ bbox=[1201, 1556, 1295, 1569]
table-cell: 8.22 bbox=[367, 841, 387, 850]
table-cell: 8.21 bbox=[158, 852, 177, 861]
table-row bbox=[31, 886, 388, 898]
table-header: 19.8. bbox=[312, 1077, 336, 1087]
indische-baumwolle-line: Liverpool, 19. August. Indische Baumwolle (Bengal) 5.46, Broach 5.65 (Good Staple). bbox=[31, 1171, 388, 1196]
table-cell: Mai bbox=[33, 887, 48, 896]
table-header bbox=[31, 1076, 108, 1088]
paragraph: Latuf lächelte: „Meinen Glückwunsch!“ bbox=[813, 1858, 1027, 1871]
table-cell: 8.08 bbox=[367, 852, 387, 861]
table-cell: 5.63 bbox=[123, 1002, 143, 1012]
paragraph: Kilkpatrick bewegte sich durch das Dunkel des Zimmers zum Bett hin, die Taschenlaterne in der Hand. Kilkpatrick fröstelte vor Spannung, als er rasch auf das Bett zuging. Lena lag ganz still, nur die ruhigen Atemzüge Michael bbox=[31, 2103, 388, 2166]
table-row bbox=[31, 1001, 388, 1013]
table-header: 18.8. Geld Ware bbox=[314, 817, 387, 827]
table-cell: 5.61 bbox=[367, 956, 387, 965]
